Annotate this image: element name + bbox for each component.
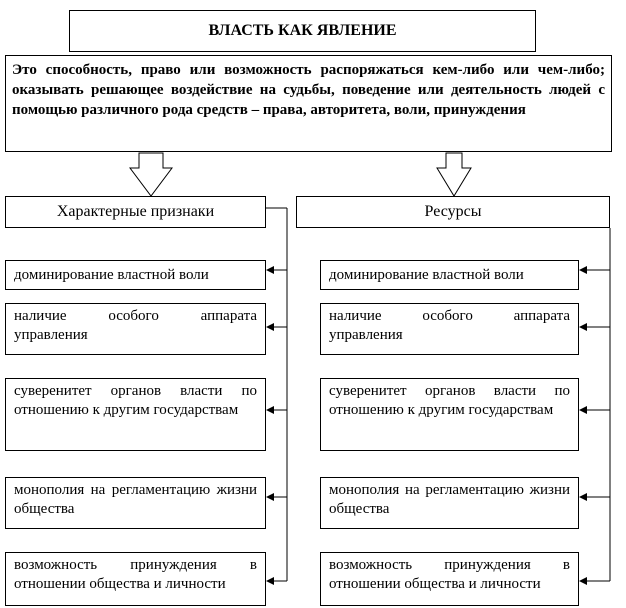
right-column-heading: Ресурсы: [296, 196, 610, 228]
down-arrow-right: [437, 153, 471, 196]
left-item-3: суверенитет органов власти по отношению к другим государствам: [5, 378, 266, 451]
right-item-3: суверенитет органов власти по отношению к другим государствам: [320, 378, 579, 451]
down-arrow-left: [130, 153, 172, 196]
left-item-5: возможность принуждения в отношении общества и личности: [5, 552, 266, 606]
right-item-4: монополия на регламентацию жизни общества: [320, 477, 579, 529]
left-item-4: монополия на регламентацию жизни общества: [5, 477, 266, 529]
diagram-title: ВЛАСТЬ КАК ЯВЛЕНИЕ: [69, 10, 536, 52]
left-bracket: [266, 208, 287, 581]
left-column-heading: Характерные признаки: [5, 196, 266, 228]
left-item-2: наличие особого аппарата управления: [5, 303, 266, 355]
right-item-5: возможность принуждения в отношении общества и личности: [320, 552, 579, 606]
right-bracket: [580, 228, 610, 581]
right-item-2: наличие особого аппарата управления: [320, 303, 579, 355]
definition-box: Это способность, право или возможность распоряжаться кем-либо или чем-либо; оказывать решающее воздействие на судьбы, поведение или деятельность людей с помощью различного рода средств – права, авторитета, воли, принуждения: [5, 55, 612, 152]
left-item-1: доминирование властной воли: [5, 260, 266, 290]
right-item-1: доминирование властной воли: [320, 260, 579, 290]
